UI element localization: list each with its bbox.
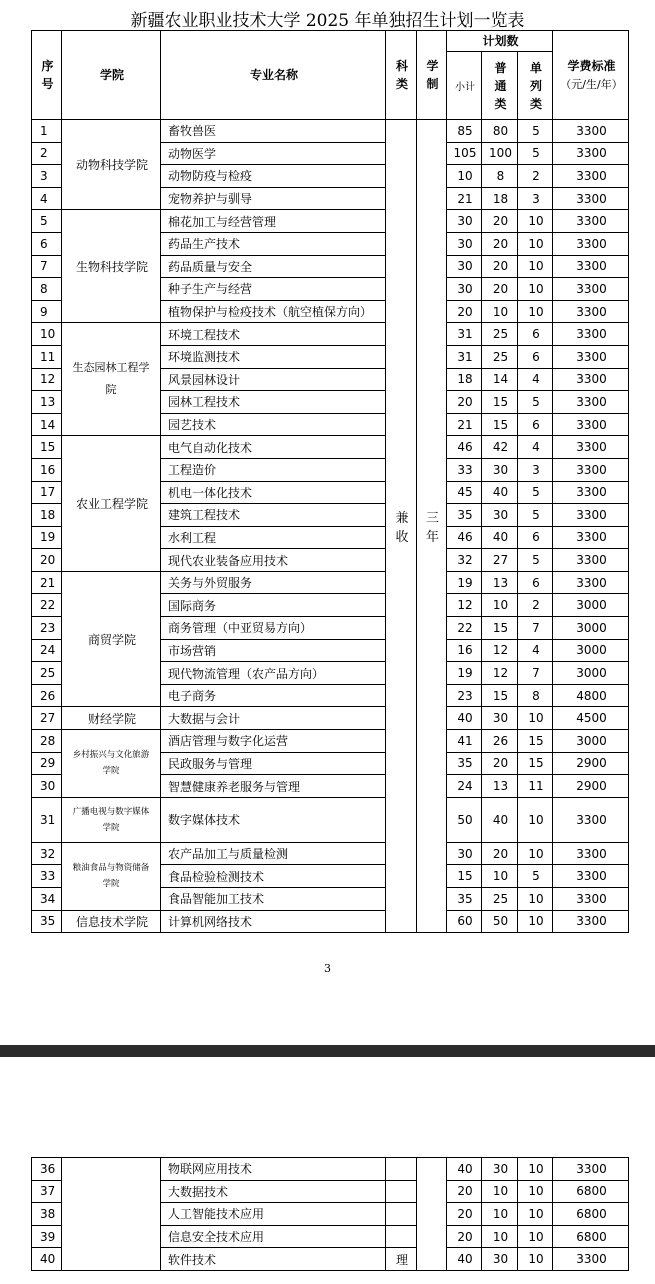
fee-cell: 3000: [553, 594, 629, 617]
header-seq: 序 号: [32, 31, 62, 120]
subtotal-cell: 40: [447, 1248, 482, 1271]
table-row: [32, 797, 629, 842]
ordinary-cell: 15: [482, 391, 518, 414]
ordinary-cell: 30: [482, 504, 518, 527]
subtotal-cell: 20: [447, 1180, 482, 1203]
subtotal-cell: 30: [447, 232, 482, 255]
header-major: 专业名称: [161, 31, 386, 120]
row-number: 7: [32, 255, 62, 278]
separate-cell: 10: [518, 707, 553, 730]
subtotal-cell: 21: [447, 187, 482, 210]
table-row: [32, 730, 629, 753]
category-cell: [386, 1180, 417, 1203]
subtotal-cell: 105: [447, 142, 482, 165]
ordinary-cell: 40: [482, 526, 518, 549]
fee-cell: 3300: [553, 345, 629, 368]
ordinary-cell: 20: [482, 210, 518, 233]
fee-cell: 6800: [553, 1203, 629, 1226]
row-number: 37: [32, 1180, 62, 1203]
major-name: 物联网应用技术: [161, 1158, 386, 1181]
fee-cell: 3000: [553, 730, 629, 753]
separate-cell: 4: [518, 639, 553, 662]
major-name: 现代物流管理（农产品方向）: [161, 662, 386, 685]
separate-cell: 6: [518, 345, 553, 368]
major-name: 动物防疫与检疫: [161, 165, 386, 188]
ordinary-cell: 20: [482, 232, 518, 255]
ordinary-cell: 100: [482, 142, 518, 165]
ordinary-cell: 40: [482, 797, 518, 842]
row-number: 33: [32, 865, 62, 888]
fee-cell: 2900: [553, 752, 629, 775]
subtotal-cell: 30: [447, 255, 482, 278]
separate-cell: 10: [518, 888, 553, 911]
separate-cell: 3: [518, 187, 553, 210]
fee-cell: 3300: [553, 571, 629, 594]
header-fee: 学费标准 （元/生/年）: [553, 31, 629, 120]
ordinary-cell: 10: [482, 300, 518, 323]
ordinary-cell: 13: [482, 571, 518, 594]
subtotal-cell: 10: [447, 165, 482, 188]
major-name: 软件技术: [161, 1248, 386, 1271]
subtotal-cell: 35: [447, 888, 482, 911]
ordinary-cell: 12: [482, 662, 518, 685]
major-name: 智慧健康养老服务与管理: [161, 775, 386, 798]
subtotal-cell: 60: [447, 910, 482, 933]
ordinary-cell: 30: [482, 1248, 518, 1271]
subtotal-cell: 24: [447, 775, 482, 798]
row-number: 10: [32, 323, 62, 346]
major-name: 环境监测技术: [161, 345, 386, 368]
major-name: 电子商务: [161, 684, 386, 707]
fee-cell: 3300: [553, 120, 629, 143]
fee-cell: 3300: [553, 413, 629, 436]
duration-cell: 三 年: [417, 120, 447, 933]
row-number: 31: [32, 797, 62, 842]
row-number: 39: [32, 1225, 62, 1248]
row-number: 19: [32, 526, 62, 549]
ordinary-cell: 10: [482, 1225, 518, 1248]
separate-cell: 4: [518, 368, 553, 391]
major-name: 酒店管理与数字化运营: [161, 730, 386, 753]
ordinary-cell: 10: [482, 1203, 518, 1226]
major-name: 现代农业装备应用技术: [161, 549, 386, 572]
ordinary-cell: 15: [482, 684, 518, 707]
category-cell: 理: [386, 1248, 417, 1271]
ordinary-cell: 15: [482, 413, 518, 436]
separate-cell: 10: [518, 797, 553, 842]
table-row: [32, 707, 629, 730]
row-number: 3: [32, 165, 62, 188]
header-subtotal: 小计: [447, 52, 482, 120]
row-number: 13: [32, 391, 62, 414]
ordinary-cell: 30: [482, 707, 518, 730]
separate-cell: 2: [518, 594, 553, 617]
subtotal-cell: 18: [447, 368, 482, 391]
fee-cell: 3300: [553, 797, 629, 842]
subtotal-cell: 31: [447, 323, 482, 346]
separate-cell: 5: [518, 391, 553, 414]
fee-cell: 3300: [553, 526, 629, 549]
subtotal-cell: 32: [447, 549, 482, 572]
separate-cell: 10: [518, 278, 553, 301]
college-cell: 广播电视与数字媒体学院: [62, 797, 161, 842]
separate-cell: 10: [518, 1225, 553, 1248]
major-name: 药品生产技术: [161, 232, 386, 255]
major-name: 植物保护与检疫技术（航空植保方向）: [161, 300, 386, 323]
enrollment-plan-table: [31, 30, 629, 933]
ordinary-cell: 80: [482, 120, 518, 143]
major-name: 民政服务与管理: [161, 752, 386, 775]
category-cell: [386, 1225, 417, 1248]
separate-cell: 6: [518, 526, 553, 549]
subtotal-cell: 19: [447, 571, 482, 594]
ordinary-cell: 10: [482, 594, 518, 617]
page-number: 3: [324, 962, 331, 975]
subtotal-cell: 50: [447, 797, 482, 842]
major-name: 工程造价: [161, 458, 386, 481]
row-number: 36: [32, 1158, 62, 1181]
separate-cell: 5: [518, 504, 553, 527]
ordinary-cell: 25: [482, 323, 518, 346]
row-number: 9: [32, 300, 62, 323]
fee-cell: 3000: [553, 617, 629, 640]
row-number: 35: [32, 910, 62, 933]
table-row: [32, 120, 629, 143]
row-number: 34: [32, 888, 62, 911]
ordinary-cell: 14: [482, 368, 518, 391]
subtotal-cell: 19: [447, 662, 482, 685]
fee-cell: 4500: [553, 707, 629, 730]
ordinary-cell: 30: [482, 458, 518, 481]
major-name: 电气自动化技术: [161, 436, 386, 459]
major-name: 畜牧兽医: [161, 120, 386, 143]
fee-cell: 3300: [553, 391, 629, 414]
major-name: 机电一体化技术: [161, 481, 386, 504]
row-number: 2: [32, 142, 62, 165]
separate-cell: 2: [518, 165, 553, 188]
major-name: 商务管理（中亚贸易方向）: [161, 617, 386, 640]
separate-cell: 6: [518, 571, 553, 594]
fee-cell: 3300: [553, 255, 629, 278]
major-name: 大数据与会计: [161, 707, 386, 730]
major-name: 棉花加工与经营管理: [161, 210, 386, 233]
fee-cell: 3300: [553, 842, 629, 865]
page-divider: [0, 1045, 655, 1057]
college-cell: 动物科技学院: [62, 120, 161, 210]
fee-cell: 3300: [553, 300, 629, 323]
fee-cell: 3000: [553, 662, 629, 685]
separate-cell: 7: [518, 662, 553, 685]
separate-cell: 6: [518, 413, 553, 436]
major-name: 建筑工程技术: [161, 504, 386, 527]
fee-cell: 3300: [553, 1248, 629, 1271]
row-number: 40: [32, 1248, 62, 1271]
separate-cell: 5: [518, 481, 553, 504]
fee-cell: 3300: [553, 165, 629, 188]
ordinary-cell: 20: [482, 842, 518, 865]
major-name: 市场营销: [161, 639, 386, 662]
fee-cell: 3300: [553, 1158, 629, 1181]
separate-cell: 10: [518, 255, 553, 278]
separate-cell: 5: [518, 142, 553, 165]
separate-cell: 10: [518, 1180, 553, 1203]
table-row: [32, 323, 629, 346]
ordinary-cell: 27: [482, 549, 518, 572]
fee-cell: 3300: [553, 549, 629, 572]
row-number: 26: [32, 684, 62, 707]
duration-cell: [417, 1158, 447, 1271]
header-ordinary: 普 通 类: [482, 52, 518, 120]
fee-cell: 3300: [553, 368, 629, 391]
fee-cell: 3300: [553, 278, 629, 301]
subtotal-cell: 20: [447, 300, 482, 323]
subtotal-cell: 35: [447, 752, 482, 775]
ordinary-cell: 13: [482, 775, 518, 798]
college-cell: 信息技术学院: [62, 910, 161, 933]
subtotal-cell: 35: [447, 504, 482, 527]
row-number: 24: [32, 639, 62, 662]
ordinary-cell: 40: [482, 481, 518, 504]
major-name: 大数据技术: [161, 1180, 386, 1203]
subtotal-cell: 21: [447, 413, 482, 436]
table-row: [32, 571, 629, 594]
college-cell: 粮油食品与物资储备学院: [62, 842, 161, 910]
subtotal-cell: 23: [447, 684, 482, 707]
separate-cell: 15: [518, 730, 553, 753]
row-number: 5: [32, 210, 62, 233]
row-number: 30: [32, 775, 62, 798]
separate-cell: 11: [518, 775, 553, 798]
major-name: 园艺技术: [161, 413, 386, 436]
separate-cell: 10: [518, 842, 553, 865]
subtotal-cell: 22: [447, 617, 482, 640]
table-row: [32, 910, 629, 933]
separate-cell: 8: [518, 684, 553, 707]
ordinary-cell: 12: [482, 639, 518, 662]
separate-cell: 5: [518, 865, 553, 888]
subtotal-cell: 20: [447, 1225, 482, 1248]
category-cell: [386, 1203, 417, 1226]
row-number: 11: [32, 345, 62, 368]
table-row: [32, 436, 629, 459]
fee-cell: 3300: [553, 142, 629, 165]
major-name: 数字媒体技术: [161, 797, 386, 842]
fee-cell: 6800: [553, 1225, 629, 1248]
header-category: 科 类: [386, 31, 417, 120]
subtotal-cell: 16: [447, 639, 482, 662]
row-number: 14: [32, 413, 62, 436]
ordinary-cell: 15: [482, 617, 518, 640]
row-number: 25: [32, 662, 62, 685]
document-title: 新疆农业职业技术大学 2025 年单独招生计划一览表: [130, 11, 525, 31]
separate-cell: 10: [518, 300, 553, 323]
separate-cell: 10: [518, 210, 553, 233]
separate-cell: 5: [518, 120, 553, 143]
subtotal-cell: 40: [447, 707, 482, 730]
table-row: [32, 1158, 629, 1181]
subtotal-cell: 30: [447, 210, 482, 233]
subtotal-cell: 85: [447, 120, 482, 143]
separate-cell: 10: [518, 1248, 553, 1271]
college-cell: 商贸学院: [62, 571, 161, 707]
row-number: 28: [32, 730, 62, 753]
fee-cell: 3300: [553, 458, 629, 481]
ordinary-cell: 42: [482, 436, 518, 459]
major-name: 国际商务: [161, 594, 386, 617]
ordinary-cell: 20: [482, 255, 518, 278]
fee-cell: 3300: [553, 232, 629, 255]
major-name: 动物医学: [161, 142, 386, 165]
ordinary-cell: 30: [482, 1158, 518, 1181]
subtotal-cell: 40: [447, 1158, 482, 1181]
separate-cell: 10: [518, 232, 553, 255]
fee-cell: 3300: [553, 436, 629, 459]
fee-cell: 3300: [553, 187, 629, 210]
separate-cell: 5: [518, 549, 553, 572]
subtotal-cell: 30: [447, 278, 482, 301]
major-name: 关务与外贸服务: [161, 571, 386, 594]
row-number: 12: [32, 368, 62, 391]
separate-cell: 10: [518, 910, 553, 933]
ordinary-cell: 25: [482, 888, 518, 911]
fee-cell: 3300: [553, 323, 629, 346]
ordinary-cell: 10: [482, 1180, 518, 1203]
subtotal-cell: 33: [447, 458, 482, 481]
major-name: 人工智能技术应用: [161, 1203, 386, 1226]
college-cell: 乡村振兴与文化旅游学院: [62, 730, 161, 798]
fee-cell: 3300: [553, 910, 629, 933]
fee-cell: 3300: [553, 210, 629, 233]
subtotal-cell: 31: [447, 345, 482, 368]
separate-cell: 7: [518, 617, 553, 640]
college-cell: 财经学院: [62, 707, 161, 730]
row-number: 23: [32, 617, 62, 640]
header-college: 学院: [62, 31, 161, 120]
row-number: 8: [32, 278, 62, 301]
row-number: 18: [32, 504, 62, 527]
row-number: 20: [32, 549, 62, 572]
row-number: 6: [32, 232, 62, 255]
subtotal-cell: 46: [447, 436, 482, 459]
fee-cell: 6800: [553, 1180, 629, 1203]
table-row: [32, 842, 629, 865]
major-name: 水利工程: [161, 526, 386, 549]
subtotal-cell: 41: [447, 730, 482, 753]
row-number: 1: [32, 120, 62, 143]
fee-cell: 3300: [553, 481, 629, 504]
table-row: [32, 210, 629, 233]
ordinary-cell: 8: [482, 165, 518, 188]
ordinary-cell: 10: [482, 865, 518, 888]
college-cell: 生态园林工程学院: [62, 323, 161, 436]
major-name: 风景园林设计: [161, 368, 386, 391]
college-cell: 生物科技学院: [62, 210, 161, 323]
college-cell: 农业工程学院: [62, 436, 161, 572]
ordinary-cell: 25: [482, 345, 518, 368]
row-number: 15: [32, 436, 62, 459]
fee-cell: 3300: [553, 865, 629, 888]
major-name: 药品质量与安全: [161, 255, 386, 278]
ordinary-cell: 26: [482, 730, 518, 753]
row-number: 4: [32, 187, 62, 210]
major-name: 信息安全技术应用: [161, 1225, 386, 1248]
fee-cell: 4800: [553, 684, 629, 707]
subtotal-cell: 20: [447, 391, 482, 414]
fee-cell: 3000: [553, 639, 629, 662]
row-number: 16: [32, 458, 62, 481]
major-name: 宠物养护与驯导: [161, 187, 386, 210]
ordinary-cell: 50: [482, 910, 518, 933]
separate-cell: 6: [518, 323, 553, 346]
enrollment-plan-table-continued: [31, 1157, 629, 1271]
separate-cell: 3: [518, 458, 553, 481]
row-number: 29: [32, 752, 62, 775]
major-name: 园林工程技术: [161, 391, 386, 414]
ordinary-cell: 20: [482, 278, 518, 301]
header-duration: 学 制: [417, 31, 447, 120]
row-number: 22: [32, 594, 62, 617]
category-cell: 兼 收: [386, 120, 417, 933]
major-name: 环境工程技术: [161, 323, 386, 346]
header-plan: 计划数: [447, 31, 553, 52]
separate-cell: 4: [518, 436, 553, 459]
category-cell: [386, 1158, 417, 1181]
ordinary-cell: 20: [482, 752, 518, 775]
subtotal-cell: 12: [447, 594, 482, 617]
major-name: 食品检验检测技术: [161, 865, 386, 888]
row-number: 21: [32, 571, 62, 594]
subtotal-cell: 30: [447, 842, 482, 865]
subtotal-cell: 46: [447, 526, 482, 549]
separate-cell: 15: [518, 752, 553, 775]
row-number: 17: [32, 481, 62, 504]
separate-cell: 10: [518, 1158, 553, 1181]
subtotal-cell: 45: [447, 481, 482, 504]
fee-cell: 2900: [553, 775, 629, 798]
college-cell: [62, 1158, 161, 1271]
subtotal-cell: 20: [447, 1203, 482, 1226]
header-separate: 单 列 类: [518, 52, 553, 120]
separate-cell: 10: [518, 1203, 553, 1226]
row-number: 32: [32, 842, 62, 865]
major-name: 计算机网络技术: [161, 910, 386, 933]
subtotal-cell: 15: [447, 865, 482, 888]
major-name: 农产品加工与质量检测: [161, 842, 386, 865]
ordinary-cell: 18: [482, 187, 518, 210]
major-name: 食品智能加工技术: [161, 888, 386, 911]
row-number: 27: [32, 707, 62, 730]
major-name: 种子生产与经营: [161, 278, 386, 301]
fee-cell: 3300: [553, 504, 629, 527]
row-number: 38: [32, 1203, 62, 1226]
fee-cell: 3300: [553, 888, 629, 911]
